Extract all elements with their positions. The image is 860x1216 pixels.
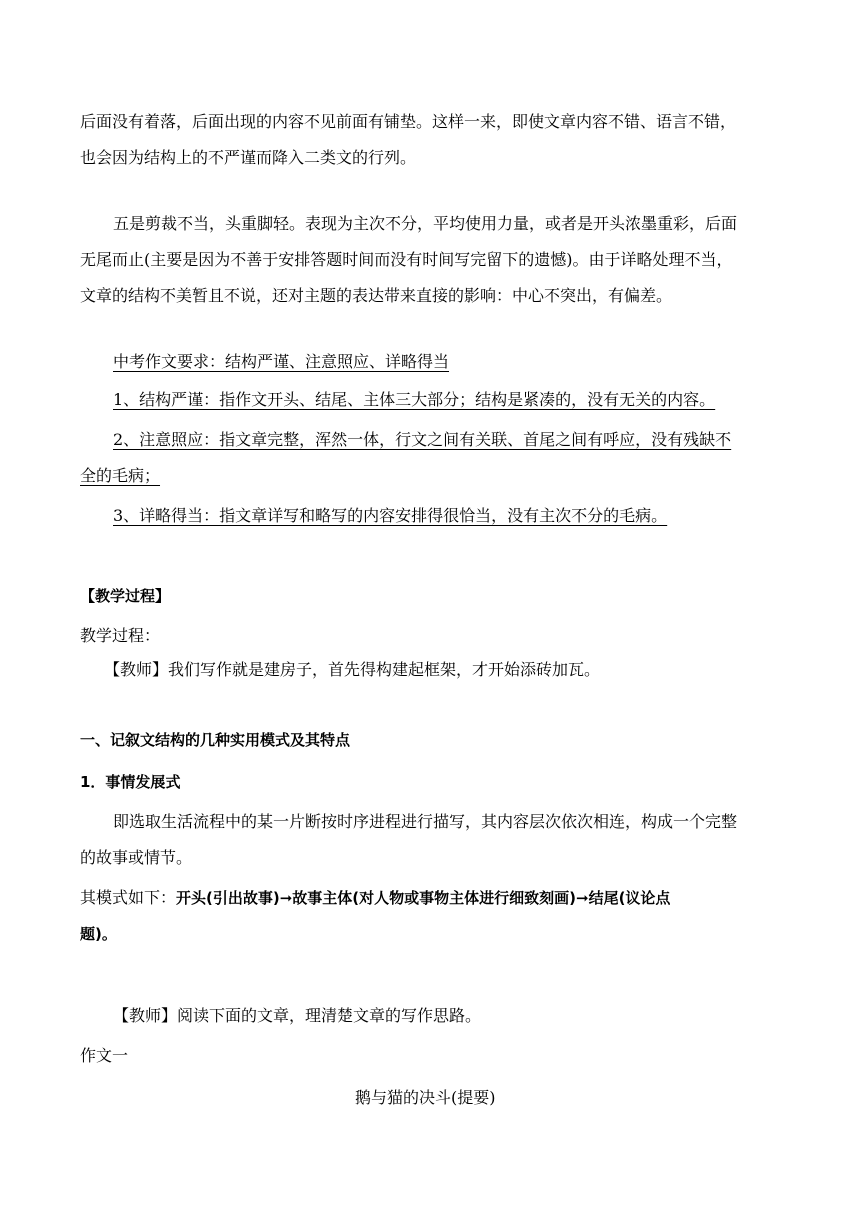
paragraph-2-line-3: 文章的结构不美暂且不说，还对主题的表达带来直接的影响：中心不突出，有偏差。 [80, 286, 673, 305]
requirements-heading: 中考作文要求：结构严谨、注意照应、详略得当 [113, 352, 450, 371]
paragraph-2-line-1: 五是剪裁不当，头重脚轻。表现为主次不分，平均使用力量，或者是开头浓墨重彩，后面 [113, 214, 738, 233]
essay-label: 作文一 [80, 1046, 129, 1065]
section-1-description-line-2: 的故事或情节。 [80, 848, 193, 867]
paragraph-1-line-2: 也会因为结构上的不严谨而降入二类文的行列。 [80, 148, 417, 167]
requirement-item-2-line-2: 全的毛病； [80, 466, 161, 485]
model-line-2: 题)。 [80, 925, 117, 943]
model-formula: 开头(引出故事)➞故事主体(对人物或事物主体进行细致刻画)➞结尾(议论点 [176, 889, 671, 907]
paragraph-2-line-2: 无尾而止(主要是因为不善于安排答题时间而没有时间写完留下的遗憾)。由于详略处理不当， [80, 250, 733, 269]
teaching-process-heading: 【教学过程】 [80, 587, 171, 605]
teacher-line-2: 【教师】阅读下面的文章，理清楚文章的写作思路。 [113, 1006, 482, 1025]
teaching-process-label: 教学过程： [80, 626, 161, 645]
section-1-description-line-1: 即选取生活流程中的某一片断按时序进程进行描写，其内容层次依次相连，构成一个完整 [113, 812, 738, 831]
teacher-line-1: 【教师】我们写作就是建房子，首先得构建起框架，才开始添砖加瓦。 [104, 660, 601, 679]
paragraph-1-line-1: 后面没有着落，后面出现的内容不见前面有铺垫。这样一来，即使文章内容不错、语言不错， [80, 112, 737, 131]
model-prefix: 其模式如下： [80, 888, 177, 907]
requirement-item-3: 3、详略得当：指文章详写和略写的内容安排得很恰当，没有主次不分的毛病。 [113, 506, 668, 525]
requirement-item-2-line-1: 2、注意照应：指文章完整，浑然一体，行文之间有关联、首尾之间有呼应，没有残缺不 [113, 430, 732, 449]
requirement-item-1: 1、结构严谨：指作文开头、结尾、主体三大部分；结构是紧凑的，没有无关的内容。 [113, 390, 716, 409]
model-line-1 [80, 886, 670, 910]
section-1-heading: 一、记叙文结构的几种实用模式及其特点 [80, 731, 351, 749]
section-1-subheading: 1．事情发展式 [80, 773, 181, 791]
essay-title: 鹅与猫的决斗(提要) [355, 1088, 496, 1107]
